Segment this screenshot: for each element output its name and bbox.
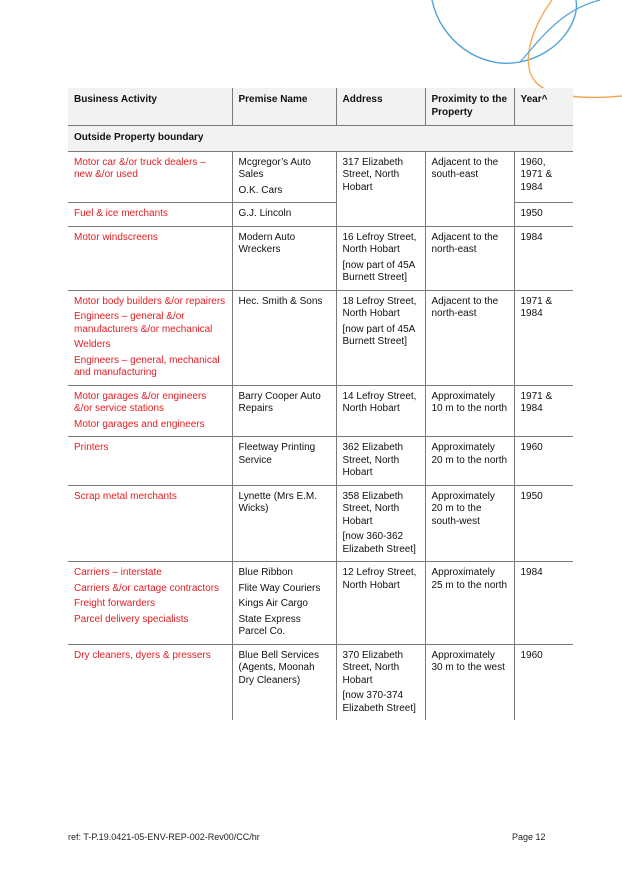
- proximity-cell: Approximately 10 m to the north: [425, 385, 514, 437]
- address-text: 14 Lefroy Street, North Hobart: [342, 390, 417, 414]
- activity-text: Carriers – interstate: [74, 567, 162, 578]
- activity-text: Motor car &/or truck dealers – new &/or used: [74, 156, 206, 180]
- footer-reference: ref: T-P.19.0421-05-ENV-REP-002-Rev00/CC/hr: [68, 832, 260, 842]
- proximity-cell: Approximately 20 m to the south-west: [425, 485, 514, 562]
- activity-text: Dry cleaners, dyers & pressers: [74, 649, 211, 661]
- column-header: Proximity to the Property: [425, 88, 514, 126]
- address-text: 12 Lefroy Street, North Hobart: [342, 567, 417, 591]
- decorative-blue-loop: [520, 0, 600, 62]
- year-cell: 1971 & 1984: [514, 290, 573, 385]
- proximity-cell: Adjacent to the north-east: [425, 290, 514, 385]
- activity-text: Freight forwarders: [74, 598, 156, 609]
- activity-text: Motor garages and engineers: [74, 418, 205, 430]
- activity-cell: [68, 290, 232, 385]
- activity-text: Motor windscreens: [74, 231, 158, 243]
- premise-cell: [232, 644, 336, 720]
- year-cell: 1960: [514, 644, 573, 720]
- premise-cell: [232, 562, 336, 645]
- column-header: Year^: [514, 88, 573, 126]
- column-header: Business Activity: [68, 88, 232, 126]
- address-text: [now 360-362 Elizabeth Street]: [342, 531, 416, 555]
- proximity-cell: Approximately 25 m to the north: [425, 562, 514, 645]
- table-row: [68, 562, 573, 645]
- activity-cell: [68, 385, 232, 437]
- premise-text: Modern Auto Wreckers: [238, 231, 296, 255]
- year-cell: 1984: [514, 226, 573, 290]
- section-title: Outside Property boundary: [68, 126, 573, 152]
- address-cell: [336, 562, 425, 645]
- premise-cell: [232, 203, 336, 227]
- year-cell: 1950: [514, 485, 573, 562]
- year-cell: 1984: [514, 562, 573, 645]
- page-number: Page 12: [512, 832, 546, 842]
- premise-text: State Express Parcel Co.: [238, 613, 301, 637]
- year-cell: 1950: [514, 203, 573, 227]
- activity-cell: [68, 226, 232, 290]
- activity-cell: [68, 437, 232, 486]
- activity-text: Printers: [74, 442, 109, 453]
- address-cell: [336, 644, 425, 720]
- table-row: [68, 485, 573, 562]
- address-cell: [336, 226, 425, 290]
- table-row: [68, 437, 573, 486]
- address-text: [now part of 45A Burnett Street]: [342, 259, 415, 283]
- address-text: [now 370-374 Elizabeth Street]: [342, 690, 416, 714]
- activity-text: Scrap metal merchants: [74, 490, 177, 502]
- business-activity-table: [68, 88, 573, 720]
- table-row: [68, 290, 573, 385]
- activity-cell: [68, 485, 232, 562]
- premise-cell: [232, 385, 336, 437]
- address-text: 370 Elizabeth Street, North Hobart: [342, 649, 404, 686]
- activity-text: Fuel & ice merchants: [74, 208, 168, 219]
- year-cell: 1960: [514, 437, 573, 486]
- premise-cell: [232, 151, 336, 203]
- premise-text: Lynette (Mrs E.M. Wicks): [238, 490, 318, 514]
- proximity-cell: Approximately 20 m to the north: [425, 437, 514, 486]
- activity-text: Carriers &/or cartage contractors: [74, 582, 220, 594]
- premise-text: Blue Bell Services (Agents, Moonah Dry Cleaners): [238, 649, 320, 686]
- address-text: 317 Elizabeth Street, North Hobart: [342, 156, 404, 193]
- proximity-cell: Adjacent to the south-east: [425, 151, 514, 226]
- table-row: [68, 644, 573, 720]
- proximity-cell: Approximately 30 m to the west: [425, 644, 514, 720]
- premise-text: Blue Ribbon: [238, 567, 293, 578]
- premise-cell: [232, 226, 336, 290]
- activity-text: Engineers – general, mechanical and manufacturing: [74, 354, 220, 378]
- proximity-cell: Adjacent to the north-east: [425, 226, 514, 290]
- activity-cell: [68, 562, 232, 645]
- table-header-row: [68, 88, 573, 126]
- activity-cell: [68, 151, 232, 203]
- premise-text: Fleetway Printing Service: [238, 442, 316, 466]
- premise-cell: [232, 485, 336, 562]
- address-text: [now part of 45A Burnett Street]: [342, 323, 415, 347]
- address-cell: [336, 151, 425, 226]
- address-cell: [336, 385, 425, 437]
- activity-text: Motor garages &/or engineers &/or service stations: [74, 390, 207, 414]
- address-cell: [336, 437, 425, 486]
- decorative-blue-curve: [432, 0, 577, 63]
- premise-text: Kings Air Cargo: [238, 598, 308, 609]
- column-header: Address: [336, 88, 425, 126]
- premise-text: Flite Way Couriers: [238, 582, 321, 594]
- premise-text: O.K. Cars: [238, 184, 283, 196]
- column-header: Premise Name: [232, 88, 336, 126]
- address-cell: [336, 485, 425, 562]
- premise-text: Barry Cooper Auto Repairs: [238, 390, 321, 414]
- premise-text: Hec. Smith & Sons: [238, 295, 323, 307]
- year-cell: 1971 & 1984: [514, 385, 573, 437]
- year-cell: 1960, 1971 & 1984: [514, 151, 573, 203]
- section-row: [68, 126, 573, 152]
- activity-cell: [68, 644, 232, 720]
- table-row: [68, 385, 573, 437]
- address-text: 16 Lefroy Street, North Hobart: [342, 231, 417, 255]
- activity-text: Engineers – general &/or manufacturers &/or mechanical: [74, 311, 213, 335]
- table-row: [68, 151, 573, 203]
- premise-cell: [232, 437, 336, 486]
- address-text: 362 Elizabeth Street, North Hobart: [342, 442, 404, 478]
- address-text: 358 Elizabeth Street, North Hobart: [342, 490, 404, 527]
- premise-text: G.J. Lincoln: [238, 208, 292, 219]
- address-text: 18 Lefroy Street, North Hobart: [342, 295, 417, 319]
- premise-text: Mcgregor’s Auto Sales: [238, 156, 311, 180]
- activity-cell: [68, 203, 232, 227]
- table-row: [68, 226, 573, 290]
- activity-text: Motor body builders &/or repairers: [74, 295, 226, 307]
- address-cell: [336, 290, 425, 385]
- activity-text: Welders: [74, 339, 111, 350]
- premise-cell: [232, 290, 336, 385]
- activity-text: Parcel delivery specialists: [74, 613, 189, 625]
